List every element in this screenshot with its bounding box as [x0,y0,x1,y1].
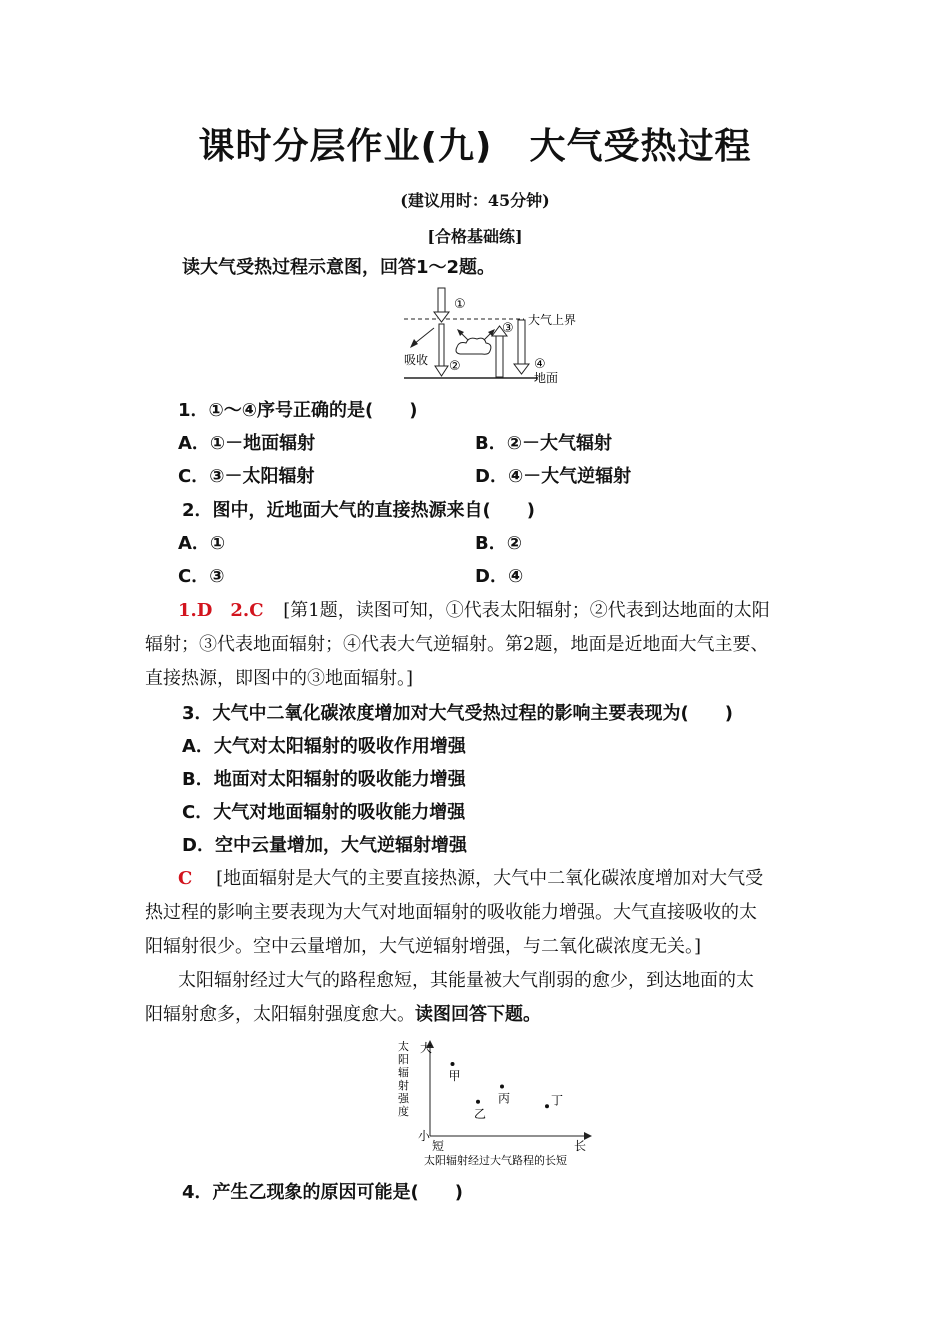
q2-option-d: D．④ [475,566,524,587]
label-absorb: 吸收 [404,353,429,367]
point-3 [545,1104,549,1108]
arrow-1-head [434,312,449,322]
point-label-2: 丙 [498,1091,511,1106]
arrow-3-shaft [496,334,503,377]
label-ground: 地面 [534,371,559,384]
arrow-4-shaft [518,320,525,364]
x-axis-title: 太阳辐射经过大气路程的长短 [424,1154,567,1167]
point-label-1: 乙 [474,1106,487,1121]
y-axis-label-2: 阳 [398,1053,409,1066]
q1-option-c: C．③－太阳辐射 [178,466,315,487]
q2-option-a: A．① [178,533,226,554]
y-axis-label-3: 辐 [398,1066,409,1079]
scatter-points [449,1062,564,1121]
answer-key-1-2: 1.D 2.C [178,600,264,621]
y-axis-label-5: 强 [398,1092,409,1105]
time-hint: (建议用时：45分钟) [400,191,550,210]
y-tick-high: 大 [420,1041,433,1055]
page-title: 课时分层作业(九) 大气受热过程 [198,126,752,167]
section-heading: [合格基础练] [427,227,523,246]
intro-q4-text: 阳辐射愈多，太阳辐射强度愈大。 [145,1004,415,1025]
label-3: ③ [502,321,514,336]
q1-option-a: A．①－地面辐射 [178,433,316,454]
answer-1-2-line1 [178,599,770,623]
arrow-2-head [435,366,448,376]
label-1: ① [454,297,466,312]
point-2 [500,1085,504,1089]
label-4: ④ [534,357,546,372]
intro-q4-line1: 太阳辐射经过大气的路程愈短，其能量被大气削弱的愈少，到达地面的太 [178,970,754,991]
answer-1-2-line3: 直接热源，即图中的③地面辐射。] [145,668,414,689]
q1-option-d: D．④－大气逆辐射 [475,466,632,487]
point-label-0: 甲 [448,1069,461,1083]
heating-process-diagram [398,284,598,384]
arrow-2-shaft [439,324,444,368]
answer-3-line2: 热过程的影响主要表现为大气对地面辐射的吸收能力增强。大气直接吸收的太 [145,902,757,923]
point-1 [476,1100,480,1104]
answer-3-line1 [178,867,763,891]
y-tick-low: 小 [418,1129,431,1143]
label-2: ② [449,359,461,374]
absorb-arrow-head [410,339,418,348]
answer-1-2-text1: [第1题，读图可知，①代表太阳辐射；②代表到达地面的太阳 [283,600,770,621]
q2-option-b: B．② [475,533,522,554]
point-label-3: 丁 [551,1093,564,1108]
radiation-intensity-chart [390,1036,610,1170]
q3-option-b: B．地面对太阳辐射的吸收能力增强 [182,769,466,790]
q3-stem: 3．大气中二氧化碳浓度增加对大气受热过程的影响主要表现为( ) [182,703,733,724]
q1-stem: 1．①～④序号正确的是( ) [178,400,418,421]
intro-q1-2: 读大气受热过程示意图，回答1～2题。 [182,257,496,278]
answer-1-2-line2: 辐射；③代表地面辐射；④代表大气逆辐射。第2题，地面是近地面大气主要、 [145,634,769,655]
q4-stem: 4．产生乙现象的原因可能是( ) [182,1182,463,1203]
q2-option-c: C．③ [178,566,225,587]
answer-3-text1: [地面辐射是大气的主要直接热源，大气中二氧化碳浓度增加对大气受 [216,868,764,889]
q1-option-b: B．②－大气辐射 [475,433,612,454]
point-0 [451,1062,455,1066]
x-tick-long: 长 [574,1139,587,1153]
intro-q4-line2 [145,1003,541,1027]
intro-q4-instruction: 读图回答下题。 [415,1004,541,1025]
q2-stem: 2．图中，近地面大气的直接热源来自( ) [182,500,535,521]
y-axis-label-1: 太 [398,1040,409,1053]
label-atmosphere-top: 大气上界 [528,313,577,327]
answer-key-3: C [178,868,193,889]
q3-option-a: A．大气对太阳辐射的吸收作用增强 [182,736,466,757]
y-axis-label-4: 射 [398,1079,409,1092]
arrow-4-head [514,364,529,374]
cloud-shape [456,338,491,354]
absorb-arrow-line [414,328,434,344]
q3-option-d: D．空中云量增加，大气逆辐射增强 [182,835,467,856]
answer-3-line3: 阳辐射很少。空中云量增加，大气逆辐射增强，与二氧化碳浓度无关。] [145,936,702,957]
x-tick-short: 短 [432,1139,445,1153]
y-axis-label-6: 度 [398,1105,409,1118]
q3-option-c: C．大气对地面辐射的吸收能力增强 [182,802,466,823]
